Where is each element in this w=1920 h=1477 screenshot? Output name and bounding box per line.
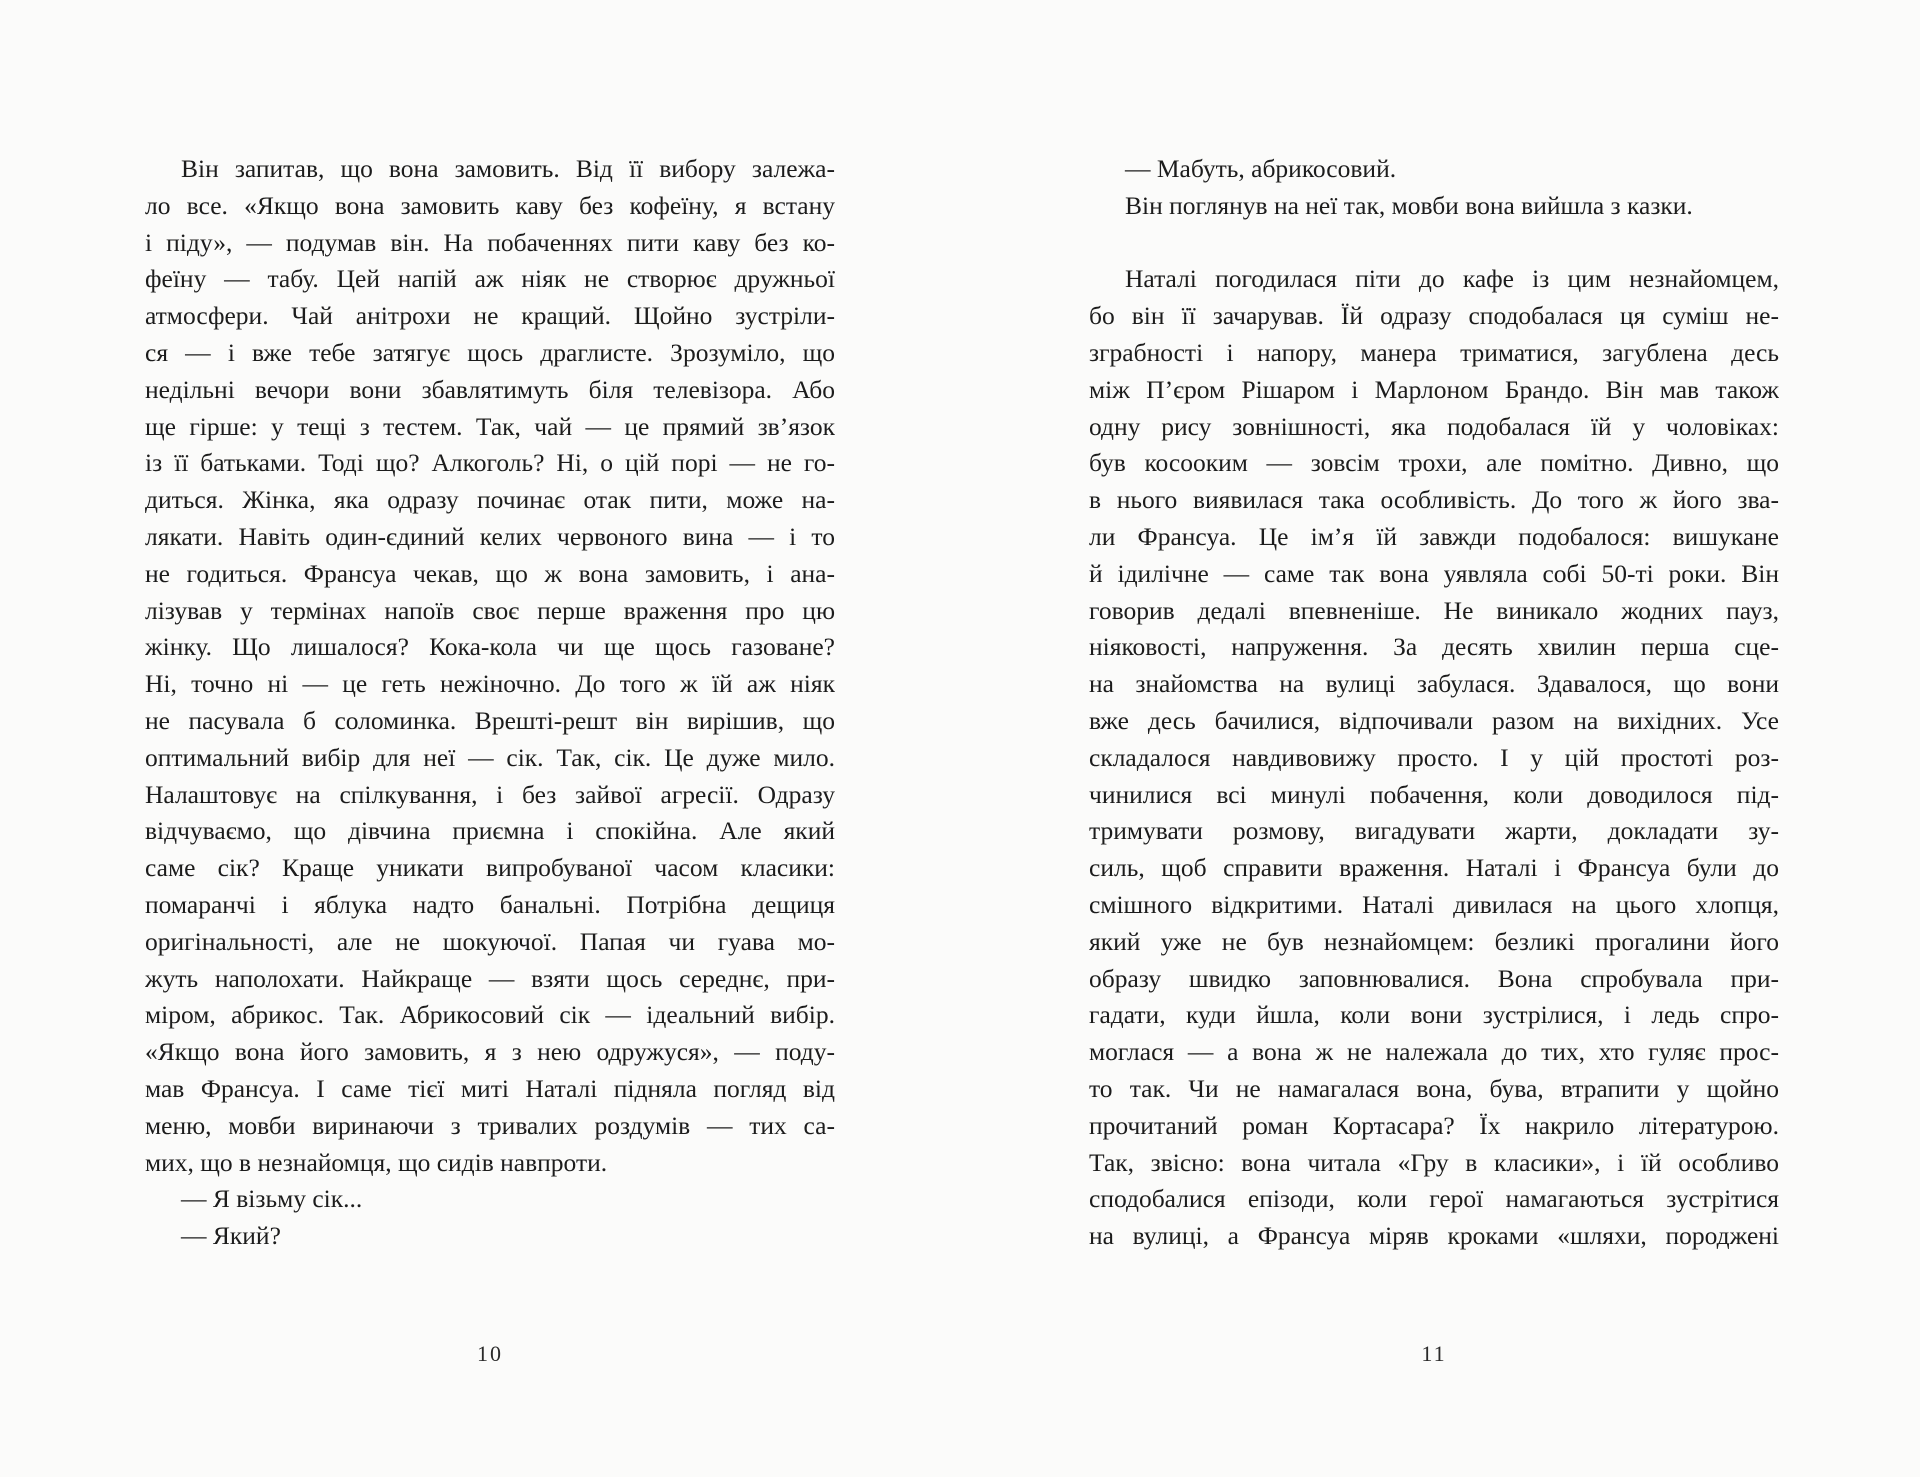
text-line: Він запитав, що вона замовить. Від її вибору залежа- (181, 154, 835, 183)
text-line: образу швидко заповнювалися. Вона спробувала при- (1089, 963, 1779, 993)
text-line: смішного відкритими. Наталі дивилася на цього хлопця, (1089, 889, 1779, 919)
text-line: феїну — табу. Цей напій аж ніяк не створює дружньої (145, 264, 835, 294)
text-line: силь, щоб справити враження. Наталі і Франсуа були до (1089, 853, 1779, 883)
text-line: мих, що в незнайомця, що сидів навпроти. (145, 1147, 608, 1177)
text-line: прочитаний роман Кортасара? Їх накрило літературою. (1089, 1110, 1779, 1140)
text-line: не годиться. Франсуа чекав, що ж вона замовить, і ана- (145, 558, 835, 588)
page-left (145, 0, 835, 1477)
text-line: й ідилічне — саме так вона уявляла собі 50-ті роки. Він (1089, 558, 1779, 588)
text-line: складалося навдивовижу просто. І у цій простоті роз- (1089, 742, 1779, 772)
text-line: на вулиці, а Франсуа міряв кроками «шляхи, породжені (1089, 1221, 1779, 1251)
text-line: не пасувала б соломинка. Врешті-решт він вирішив, що (145, 705, 835, 735)
text-line: чинилися всі минулі побачення, коли доводилося під- (1089, 779, 1779, 809)
text-line: ся — і вже тебе затягує щось драглисте. Зрозуміло, що (145, 337, 835, 367)
text-line: атмосфери. Чай анітрохи не кращий. Щойно зустріли- (145, 301, 835, 331)
text-line: саме сік? Краще уникати випробуваної часом класики: (145, 853, 835, 883)
text-line: моглася — а вона ж не належала до тих, хто гуляє прос- (1089, 1037, 1779, 1067)
text-line: ще гірше: у тещі з тестем. Так, чай — це прямий зв’язок (145, 411, 835, 441)
text-line: одну рису зовнішності, яка подобалася їй у чоловіках: (1089, 411, 1779, 441)
text-line: недільні вечори вони збавлятимуть біля телевізора. Або (145, 374, 835, 404)
text-line: в нього виявилася така особливість. До того ж його зва- (1089, 485, 1779, 515)
text-line: між П’єром Рішаром і Марлоном Брандо. Він мав також (1089, 374, 1779, 404)
text-line: Так, звісно: вона читала «Гру в класики», і їй особливо (1089, 1147, 1779, 1177)
text-line: — Мабуть, абрикосовий. (1125, 154, 1397, 183)
text-line: — Я візьму сік... (181, 1184, 363, 1214)
blank-line (1089, 225, 1779, 262)
text-line: Налаштовує на спілкування, і без зайвої агресії. Одразу (145, 779, 835, 809)
text-line: «Якщо вона його замовить, я з нею одружуся», — поду- (145, 1037, 835, 1067)
page-left-text (145, 151, 835, 1255)
text-line: Він поглянув на неї так, мовби вона вийшла з казки. (1125, 190, 1693, 220)
page-right-number: 11 (1421, 1341, 1447, 1366)
text-line: мав Франсуа. І саме тієї миті Наталі підняла погляд від (145, 1073, 835, 1103)
text-line: вже десь бачилися, відпочивали разом на вихідних. Усе (1089, 705, 1779, 735)
text-line: на знайомства на вулиці забулася. Здавалося, що вони (1089, 669, 1779, 699)
text-line: міром, абрикос. Так. Абрикосовий сік — ідеальний вибір. (145, 1000, 835, 1030)
page-left-number: 10 (477, 1341, 503, 1366)
text-line: лякати. Навіть один-єдиний келих червоного вина — і то (145, 521, 835, 551)
text-line: оригінальності, але не шокуючої. Папая чи гуава мо- (145, 926, 835, 956)
text-line: жінку. Що лишалося? Кока-кола чи ще щось газоване? (145, 632, 835, 662)
text-line: помаранчі і яблука надто банальні. Потрібна дещиця (145, 889, 835, 919)
text-line: тримувати розмову, вигадувати жарти, докладати зу- (1089, 816, 1779, 846)
text-line: бо він її зачарував. Їй одразу сподобалася ця суміш не- (1089, 301, 1779, 331)
text-line: гадати, куди йшла, коли вони зустрілися, і ледь спро- (1089, 1000, 1779, 1030)
text-line: із її батьками. Тоді що? Алкоголь? Ні, о цій порі — не го- (145, 448, 835, 478)
text-line: говорив дедалі впевненіше. Не виникало жодних пауз, (1089, 595, 1779, 625)
text-line: Ні, точно ні — це геть нежіночно. До того ж їй аж ніяк (145, 669, 835, 699)
text-line: Наталі погодилася піти до кафе із цим незнайомцем, (1125, 264, 1779, 294)
text-line: оптимальний вибір для неї — сік. Так, сік. Це дуже мило. (145, 742, 835, 772)
text-line: сподобалися епізоди, коли герої намагаються зустрітися (1089, 1184, 1779, 1214)
text-line: лізував у термінах напоїв своє перше враження про цю (145, 595, 835, 625)
text-line: який уже не був незнайомцем: безликі прогалини його (1089, 926, 1779, 956)
text-line: відчуваємо, що дівчина приємна і спокійна. Але який (145, 816, 835, 846)
text-line: зграбності і напору, манера триматися, загублена десь (1089, 337, 1779, 367)
text-line: жуть наполохати. Найкраще — взяти щось середнє, при- (145, 963, 835, 993)
text-line: — Який? (181, 1221, 281, 1251)
text-line: диться. Жінка, яка одразу починає отак пити, може на- (145, 485, 835, 515)
text-line: ли Франсуа. Це ім’я їй завжди подобалося: вишукане (1089, 521, 1779, 551)
page-right (1089, 0, 1779, 1477)
text-line: ло все. «Якщо вона замовить каву без кофеїну, я встану (145, 190, 835, 220)
page-right-text (1089, 151, 1779, 1255)
text-line: був косооким — зовсім трохи, але помітно. Дивно, що (1089, 448, 1779, 478)
text-line: меню, мовби виринаючи з тривалих роздумів — тих са- (145, 1110, 835, 1140)
text-line: і піду», — подумав він. На побаченнях пити каву без ко- (145, 227, 835, 257)
text-line: ніяковості, напруження. За десять хвилин перша сце- (1089, 632, 1779, 662)
text-line: то так. Чи не намагалася вона, бува, втрапити у щойно (1089, 1073, 1779, 1103)
